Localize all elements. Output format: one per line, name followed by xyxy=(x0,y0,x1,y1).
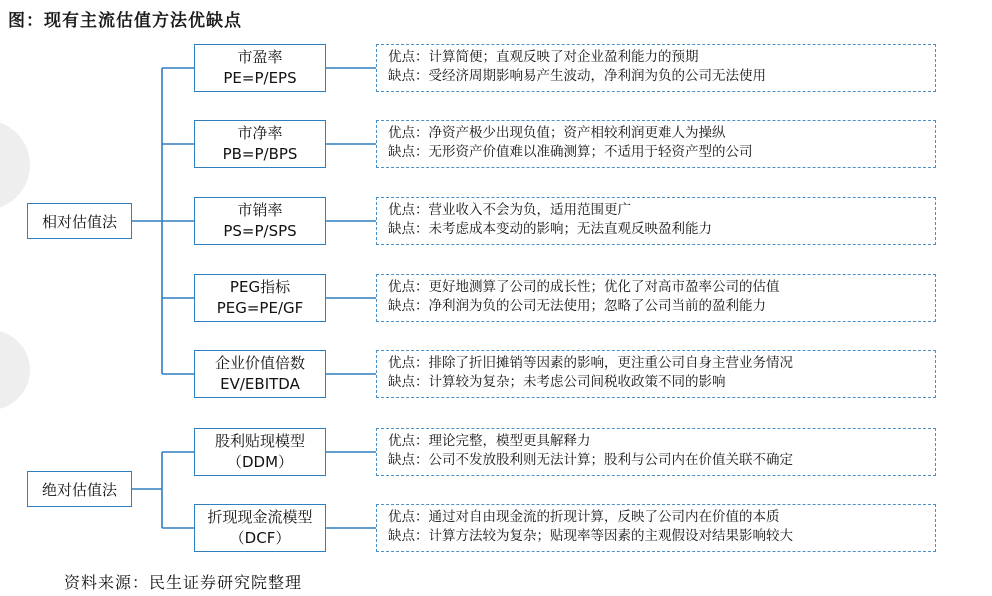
method-formula: （DDM） xyxy=(226,453,294,471)
pros-text: 优点：理论完整，模型更具解释力 xyxy=(388,433,591,449)
method-pb xyxy=(194,120,326,168)
method-dcf xyxy=(194,504,326,552)
pros-text: 优点：计算简便；直观反映了对企业盈利能力的预期 xyxy=(388,49,699,65)
method-name: 市净率 xyxy=(237,124,283,142)
method-name: 市盈率 xyxy=(237,48,283,66)
pros-text: 优点：排除了折旧摊销等因素的影响，更注重公司自身主营业务情况 xyxy=(388,355,793,371)
description-ev-ebitda xyxy=(376,350,936,398)
pros-text: 优点：通过对自由现金流的折现计算，反映了公司内在价值的本质 xyxy=(388,509,780,525)
method-ddm xyxy=(194,428,326,476)
description-ps xyxy=(376,197,936,245)
method-formula: EV/EBITDA xyxy=(220,375,300,393)
cons-text: 缺点：计算较为复杂；未考虑公司间税收政策不同的影响 xyxy=(388,374,726,390)
method-formula: （DCF） xyxy=(229,529,291,547)
category-absolute xyxy=(27,471,132,507)
method-ev-ebitda xyxy=(194,350,326,398)
method-formula: PEG=PE/GF xyxy=(216,299,304,317)
method-formula: PB=P/BPS xyxy=(222,145,298,163)
method-ps xyxy=(194,197,326,245)
source-note: 资料来源：民生证券研究院整理 xyxy=(64,573,303,592)
method-formula: PS=P/SPS xyxy=(223,222,297,240)
method-name: 市销率 xyxy=(237,201,283,219)
description-pb xyxy=(376,120,936,168)
page-title: 图：现有主流估值方法优缺点 xyxy=(8,11,242,31)
category-label: 相对估值法 xyxy=(41,212,117,231)
cons-text: 缺点：无形资产价值难以准确测算；不适用于轻资产型的公司 xyxy=(388,144,753,160)
description-dcf xyxy=(376,504,936,552)
category-relative xyxy=(27,203,132,239)
cons-text: 缺点：计算方法较为复杂；贴现率等因素的主观假设对结果影响较大 xyxy=(388,528,793,544)
method-name: PEG指标 xyxy=(229,278,291,296)
cons-text: 缺点：受经济周期影响易产生波动，净利润为负的公司无法使用 xyxy=(388,68,766,84)
category-label: 绝对估值法 xyxy=(41,480,117,499)
pros-text: 优点：营业收入不会为负，适用范围更广 xyxy=(388,202,631,218)
pros-text: 优点：净资产极少出现负值；资产相较利润更难人为操纵 xyxy=(388,125,726,141)
method-name: 企业价值倍数 xyxy=(214,354,305,372)
cons-text: 缺点：公司不发放股利则无法计算；股利与公司内在价值关联不确定 xyxy=(388,452,793,468)
description-ddm xyxy=(376,428,936,476)
pros-text: 优点：更好地测算了公司的成长性；优化了对高市盈率公司的估值 xyxy=(388,279,780,295)
method-name: 折现现金流模型 xyxy=(207,508,313,526)
method-formula: PE=P/EPS xyxy=(223,69,297,87)
description-peg xyxy=(376,274,936,322)
description-pe xyxy=(376,44,936,92)
method-name: 股利贴现模型 xyxy=(214,432,305,450)
cons-text: 缺点：未考虑成本变动的影响；无法直观反映盈利能力 xyxy=(388,221,712,237)
cons-text: 缺点：净利润为负的公司无法使用；忽略了公司当前的盈利能力 xyxy=(388,298,766,314)
method-pe xyxy=(194,44,326,92)
method-peg xyxy=(194,274,326,322)
